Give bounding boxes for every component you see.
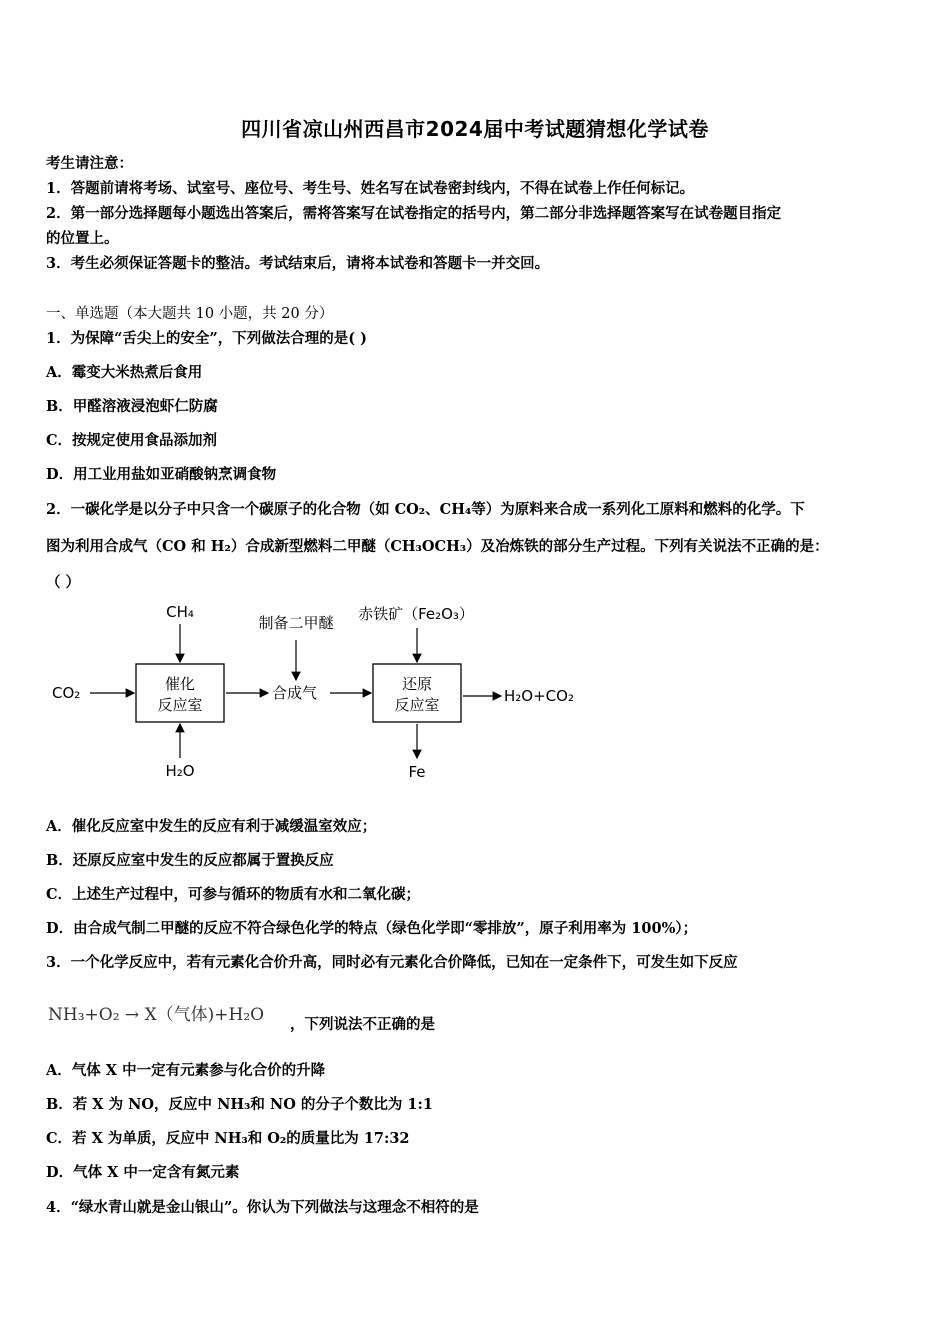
q4-stem: 4．“绿水青山就是金山银山”。你认为下列做法与这理念不相符的是 — [46, 1199, 479, 1216]
hematite-label: 赤铁矿（Fe₂O₃） — [358, 605, 474, 623]
q2-option-a: A．催化反应室中发生的反应有利于减缓温室效应； — [46, 818, 377, 835]
q1-option-d: D．用工业用盐如亚硝酸钠烹调食物 — [46, 466, 277, 483]
fe-label: Fe — [408, 763, 426, 781]
process-flow-diagram — [46, 600, 606, 785]
q1-option-c: C．按规定使用食品添加剂 — [46, 432, 218, 449]
syngas-label: 合成气 — [272, 684, 318, 702]
page-title: 四川省凉山州西昌市2024届中考试题猜想化学试卷 — [241, 117, 709, 141]
q2-option-c: C．上述生产过程中，可参与循环的物质有水和二氧化碳； — [46, 886, 421, 903]
notice-item-1: 1．答题前请将考场、试室号、座位号、考生号、姓名写在试卷密封线内，不得在试卷上作任何标记。 — [46, 180, 695, 197]
q3-option-c: C．若 X 为单质，反应中 NH₃和 O₂的质量比为 17:32 — [46, 1130, 410, 1147]
notice-item-2-cont: 的位置上。 — [46, 230, 119, 247]
reduction-reactor-label-2: 反应室 — [394, 696, 440, 714]
section-heading: 一、单选题（本大题共 10 小题，共 20 分） — [46, 306, 334, 322]
ch4-label: CH₄ — [166, 603, 194, 621]
output-label: H₂O+CO₂ — [504, 687, 574, 705]
notice-heading: 考生请注意： — [46, 155, 133, 172]
q1-option-a: A．霉变大米热煮后食用 — [46, 364, 203, 381]
prepare-dme-label: 制备二甲醚 — [258, 614, 334, 632]
reduction-reactor-label-1: 还原 — [401, 675, 433, 693]
co2-input-label: CO₂ — [52, 684, 81, 702]
h2o-input-label: H₂O — [165, 762, 195, 780]
q2-option-d: D．由合成气制二甲醚的反应不符合绿色化学的特点（绿色化学即“零排放”，原子利用率为 100%）； — [46, 920, 698, 937]
catalytic-reactor-label-1: 催化 — [164, 675, 196, 693]
q3-stem-tail: ，下列说法不正确的是 — [290, 1016, 435, 1033]
q2-option-b: B．还原反应室中发生的反应都属于置换反应 — [46, 852, 334, 869]
q1-stem: 1．为保障“舌尖上的安全”，下列做法合理的是( ) — [46, 330, 368, 347]
q3-option-b: B．若 X 为 NO，反应中 NH₃和 NO 的分子个数比为 1:1 — [46, 1096, 433, 1113]
notice-item-3: 3．考生必须保证答题卡的整洁。考试结束后，请将本试卷和答题卡一并交回。 — [46, 255, 550, 272]
q3-stem: 3．一个化学反应中，若有元素化合价升高，同时必有元素化合价降低，已知在一定条件下，可发生如下反应 — [46, 954, 738, 971]
q1-option-b: B．甲醛溶液浸泡虾仁防腐 — [46, 398, 218, 415]
catalytic-reactor-label-2: 反应室 — [157, 696, 203, 714]
q3-option-d: D．气体 X 中一定含有氮元素 — [46, 1164, 240, 1181]
q3-equation: NH₃+O₂ → X（气体)+H₂O — [48, 1005, 265, 1025]
q2-stem-line1: 2．一碳化学是以分子中只含一个碳原子的化合物（如 CO₂、CH₄等）为原料来合成一系列化工原料和燃料的化学。下 — [46, 501, 805, 518]
notice-item-2: 2．第一部分选择题每小题选出答案后，需将答案写在试卷指定的括号内，第二部分非选择题答案写在试卷题目指定 — [46, 205, 782, 222]
q2-stem-line2: 图为利用合成气（CO 和 H₂）合成新型燃料二甲醚（CH₃OCH₃）及冶炼铁的部分生产过程。下列有关说法不正确的是： — [46, 538, 829, 555]
q3-option-a: A．气体 X 中一定有元素参与化合价的升降 — [46, 1062, 326, 1079]
q2-stem-blank: （ ） — [46, 574, 81, 591]
